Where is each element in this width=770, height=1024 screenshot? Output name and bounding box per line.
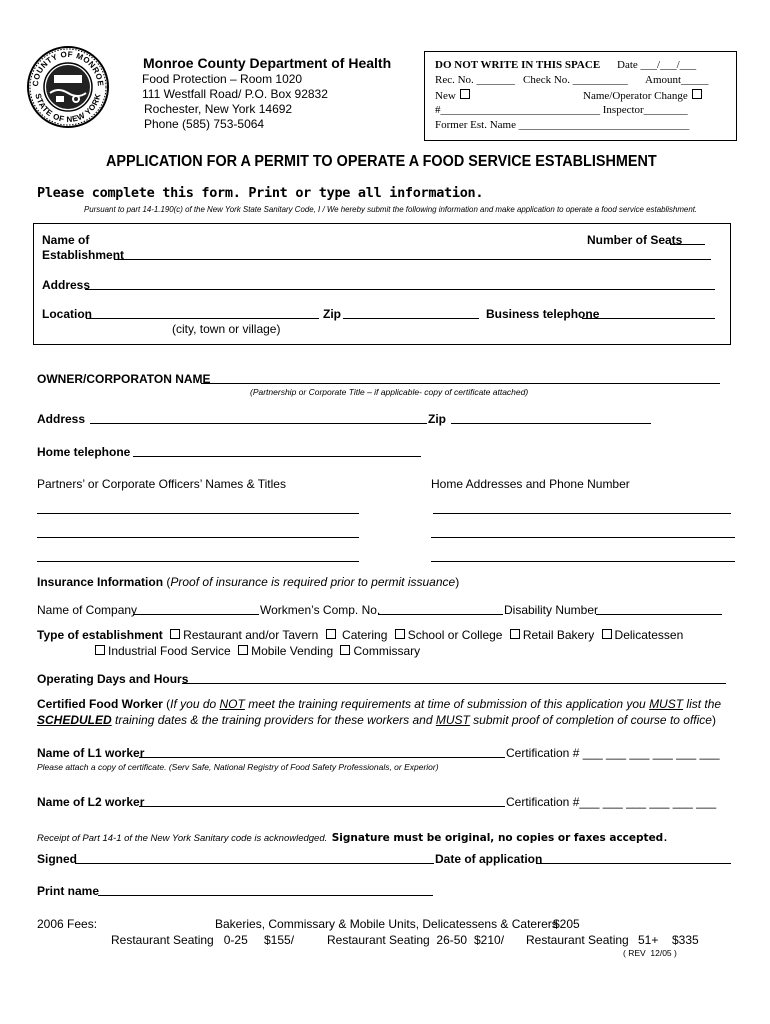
disability-field[interactable] [596, 614, 722, 615]
fees-line-1-amount: $205 [553, 917, 580, 931]
partner-name-field-2[interactable] [37, 537, 359, 538]
date-label: Date of application [435, 852, 543, 866]
county-seal [26, 45, 110, 129]
signature-field[interactable] [75, 863, 434, 864]
cfw-line-1: Certified Food Worker (If you do NOT meet the training requirements at time of submission of this application you MUST list the [37, 697, 722, 711]
industrial-option[interactable]: Industrial Food Service [108, 644, 231, 658]
fees-restaurant-1-amount: $155/ [264, 933, 295, 947]
agency-line-3: Rochester, New York 14692 [144, 102, 293, 116]
owner-address-label: Address [37, 412, 86, 426]
catering-checkbox[interactable] [326, 629, 336, 639]
l2-cert[interactable]: Certification #___ ___ ___ ___ ___ ___ [506, 795, 717, 809]
est-phone-field[interactable] [582, 318, 715, 319]
catering-option[interactable]: Catering [342, 628, 388, 642]
agency-line-2: 111 Westfall Road/ P.O. Box 92832 [142, 87, 328, 101]
est-address-field[interactable] [85, 289, 715, 290]
owner-label: OWNER/CORPORATON NAME [37, 372, 211, 386]
partner-name-field-3[interactable] [37, 561, 359, 562]
partner-address-field-2[interactable] [431, 537, 735, 538]
company-field[interactable] [133, 614, 259, 615]
l1-field[interactable] [139, 757, 505, 758]
print-name-field[interactable] [98, 895, 433, 896]
office-use-box [424, 51, 737, 141]
est-seats-field[interactable] [670, 244, 705, 245]
cfw-line-2: SCHEDULED training dates & the training providers for these workers and MUST submit proof of completion of course to office) [37, 713, 716, 727]
agency-line-1: Food Protection – Room 1020 [142, 72, 303, 86]
fees-restaurant-2-amount: $210/ [474, 933, 505, 947]
type-row-1 [37, 628, 683, 642]
workmens-label: Workmen’s Comp. No. [260, 603, 381, 617]
restaurant-checkbox[interactable] [170, 629, 180, 639]
est-location-field[interactable] [86, 318, 319, 319]
bakery-option[interactable]: Retail Bakery [522, 628, 595, 642]
owner-zip-field[interactable] [451, 423, 651, 424]
receipt-text: Receipt of Part 14-1 of the New York Sanitary code is acknowledged. [37, 833, 328, 844]
l1-note: Please attach a copy of certificate. (Serv Safe, National Registry of Food Safety Professionals, or Experior) [37, 762, 439, 772]
new-checkbox[interactable] [460, 89, 470, 99]
school-option[interactable]: School or College [407, 628, 503, 642]
insurance-line: Insurance Information (Proof of insurance is required prior to permit issuance) [37, 575, 460, 589]
l2-field[interactable] [139, 806, 505, 807]
partner-address-field-3[interactable] [431, 561, 735, 562]
agency-line-4: Phone (585) 753-5064 [144, 117, 265, 131]
svg-text:STATE OF NEW YORK: STATE OF NEW YORK [33, 92, 103, 125]
type-label: Type of establishment [37, 628, 163, 642]
est-zip-label: Zip [323, 307, 341, 321]
insurance-note: Proof of insurance is required prior to permit issuance [170, 575, 456, 589]
deli-option[interactable]: Delicatessen [614, 628, 684, 642]
revision-label: ( REV 12/05 ) [623, 948, 677, 958]
operating-label: Operating Days and Hours [37, 672, 189, 686]
signed-label: Signed [37, 852, 78, 866]
partner-name-field-1[interactable] [37, 513, 359, 514]
workmens-field[interactable] [378, 614, 503, 615]
office-box-date[interactable]: Date ___/___/___ [617, 59, 697, 71]
pursuant-text: Pursuant to part 14-1.190(c) of the New York State Sanitary Code, I / We hereby submit the following information and make application to operate a food service establishment. [84, 204, 698, 214]
receipt-bold: Signature must be original, no copies or faxes accepted [331, 832, 664, 844]
operating-field[interactable] [182, 683, 726, 684]
home-phone-label: Home telephone [37, 445, 131, 459]
office-box-name-change[interactable]: Name/Operator Change [583, 89, 705, 102]
date-field[interactable] [536, 863, 731, 864]
office-box-rec-no[interactable]: Rec. No. _______ [435, 74, 516, 86]
svg-text:COUNTY OF MONROE: COUNTY OF MONROE [30, 49, 106, 87]
instruction-text: Please complete this form. Print or type all information. [37, 185, 484, 201]
fees-line-1: Bakeries, Commissary & Mobile Units, Delicatessens & Caterers [215, 917, 558, 931]
home-addresses-label: Home Addresses and Phone Number [431, 477, 630, 491]
owner-hint: (Partnership or Corporate Title – if applicable- copy of certificate attached) [250, 387, 529, 397]
type-row-2 [91, 644, 420, 658]
office-box-inspector[interactable]: #_____________________________ Inspector________ [435, 104, 688, 116]
agency-name: Monroe County Department of Health [143, 55, 392, 71]
partner-address-field-1[interactable] [433, 513, 731, 514]
fees-restaurant-3: Restaurant Seating [526, 933, 629, 947]
office-box-former-name[interactable]: Former Est. Name _______________________________ [435, 119, 690, 131]
commissary-option[interactable]: Commissary [353, 644, 421, 658]
fees-label: 2006 Fees: [37, 917, 98, 931]
partners-label: Partners’ or Corporate Officers’ Names & Titles [37, 477, 286, 491]
est-name-label-1: Name of [42, 233, 90, 247]
owner-address-field[interactable] [90, 423, 427, 424]
est-zip-field[interactable] [343, 318, 479, 319]
insurance-label: Insurance Information [37, 575, 164, 589]
home-phone-field[interactable] [133, 456, 421, 457]
name-change-checkbox[interactable] [692, 89, 702, 99]
bakery-checkbox[interactable] [510, 629, 520, 639]
mobile-option[interactable]: Mobile Vending [251, 644, 334, 658]
owner-name-field[interactable] [201, 383, 720, 384]
est-seats-label: Number of Seats [587, 233, 683, 247]
fees-restaurant-1: Restaurant Seating 0-25 [111, 933, 248, 947]
office-box-new[interactable]: New [435, 89, 473, 102]
l2-label: Name of L2 worker [37, 795, 145, 809]
page-title: APPLICATION FOR A PERMIT TO OPERATE A FOOD SERVICE ESTABLISHMENT [106, 153, 657, 170]
company-label: Name of Company [37, 603, 138, 617]
deli-checkbox[interactable] [602, 629, 612, 639]
est-name-label-2: Establishment [42, 248, 125, 262]
disability-label: Disability Number [504, 603, 599, 617]
industrial-checkbox[interactable] [95, 645, 105, 655]
fees-restaurant-2: Restaurant Seating 26-50 [327, 933, 468, 947]
fees-restaurant-3-amount: $335 [672, 933, 699, 947]
school-checkbox[interactable] [395, 629, 405, 639]
office-box-heading: DO NOT WRITE IN THIS SPACE [435, 59, 601, 71]
est-location-hint: (city, town or village) [172, 322, 281, 336]
mobile-checkbox[interactable] [238, 645, 248, 655]
office-box-amount[interactable]: Amount_____ [645, 74, 709, 86]
l1-label: Name of L1 worker [37, 746, 145, 760]
restaurant-option[interactable]: Restaurant and/or Tavern [183, 628, 319, 642]
print-label: Print name [37, 884, 100, 898]
cfw-label: Certified Food Worker [37, 697, 163, 711]
est-phone-label: Business telephone [486, 307, 600, 321]
l1-cert[interactable]: Certification # ___ ___ ___ ___ ___ ___ [506, 746, 720, 760]
owner-zip-label: Zip [428, 412, 446, 426]
est-location-label: Location [42, 307, 92, 321]
office-box-check-no[interactable]: Check No. __________ [523, 74, 628, 86]
fees-restaurant-3-range: 51+ [638, 933, 659, 947]
est-address-label: Address [42, 278, 91, 292]
receipt-line: Receipt of Part 14-1 of the New York Sanitary code is acknowledged. Signature must be original, no copies or faxes accepted. [37, 828, 668, 845]
est-name-field[interactable] [114, 259, 711, 260]
commissary-checkbox[interactable] [340, 645, 350, 655]
